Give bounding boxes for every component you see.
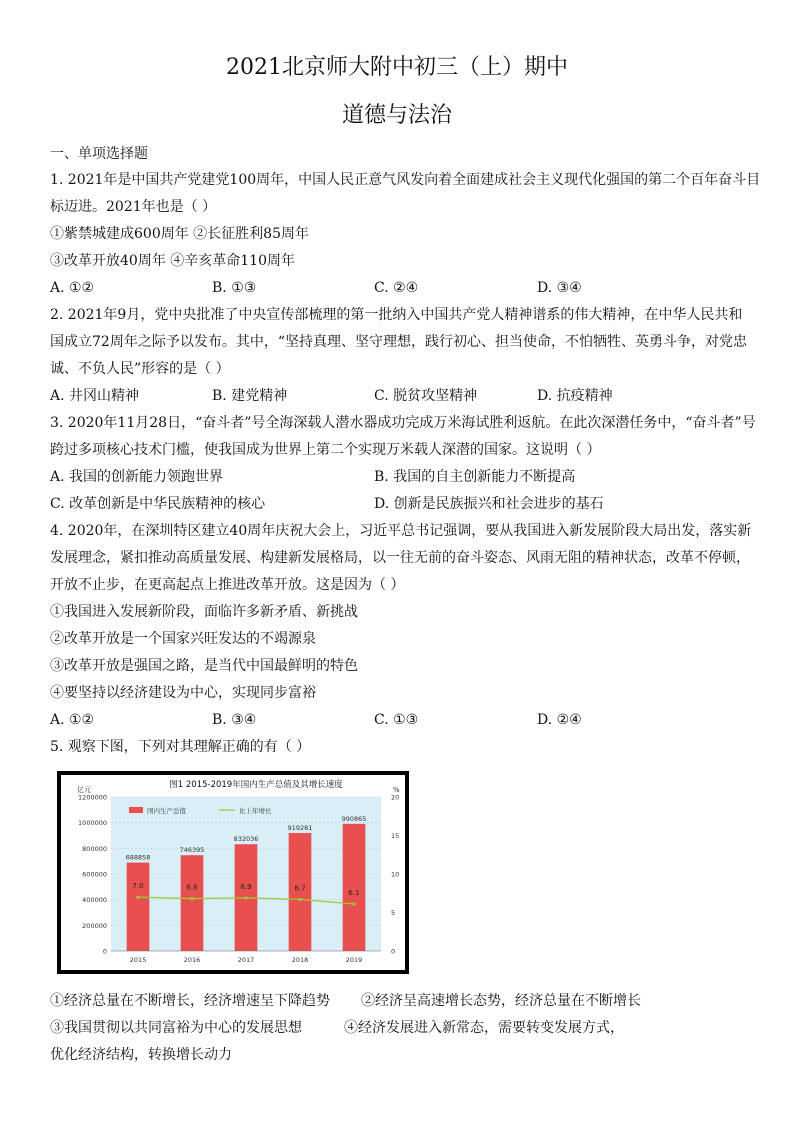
exam-subject: 道德与法治	[341, 103, 452, 128]
legend-label-gdp: 国内生产总值	[147, 807, 186, 815]
legend-swatch-gdp	[129, 807, 143, 813]
left-tick-label: 400000	[82, 896, 107, 905]
growth-data-label: 6.7	[294, 884, 306, 893]
q1-stem-line1: 1. 2021年是中国共产党建党100周年，中国人民正意气风发向着全面建成社会主义现代化强国的第二个百年奋斗目	[50, 172, 761, 188]
q5-item-1: ①经济总量在不断增长，经济增速呈下降趋势	[50, 993, 330, 1009]
growth-point	[244, 896, 247, 899]
right-tick-label: 10	[391, 870, 400, 879]
bar-gdp	[181, 855, 204, 951]
bar-data-label: 688858	[125, 853, 151, 862]
q4-item-3: ③改革开放是强国之路，是当代中国最鲜明的特色	[50, 658, 358, 674]
growth-point	[298, 898, 301, 901]
q2-option-b[interactable]: B. 建党精神	[212, 388, 288, 404]
left-tick-label: 1000000	[78, 819, 107, 828]
q4-item-4: ④要坚持以经济建设为中心，实现同步富裕	[50, 685, 316, 701]
growth-data-label: 7.0	[132, 882, 144, 891]
right-tick-label: 20	[391, 793, 400, 802]
q2-stem-line2: 国成立72周年之际予以发布。其中，“坚持真理、坚守理想，践行初心、担当使命，不怕牺牲、英勇斗争，对党忠	[50, 334, 747, 350]
q4-stem-line3: 开放不止步，在更高起点上推进改革开放。这是因为（ ）	[50, 577, 405, 593]
left-tick-label: 0	[102, 947, 107, 956]
q1-stem-line2: 标迈进。2021年也是（ ）	[50, 199, 217, 215]
q1-item-2: ③改革开放40周年 ④辛亥革命110周年	[50, 253, 295, 269]
x-tick-label: 2018	[291, 956, 309, 964]
x-tick-label: 2017	[237, 956, 255, 964]
q1-option-d[interactable]: D. ③④	[537, 280, 582, 296]
q5-item-4-continued: 优化经济结构，转换增长动力	[50, 1047, 232, 1063]
x-tick-label: 2019	[345, 956, 363, 964]
q3-option-c[interactable]: C. 改革创新是中华民族精神的核心	[50, 496, 266, 512]
q3-option-a[interactable]: A. 我国的创新能力领跑世界	[50, 469, 224, 485]
left-tick-label: 800000	[82, 844, 107, 853]
growth-point	[190, 897, 193, 900]
q4-stem-line1: 4. 2020年，在深圳特区建立40周年庆祝大会上，习近平总书记强调，要从我国进入新发展阶段大局出发，落实新	[50, 523, 752, 539]
right-tick-label: 0	[391, 947, 396, 956]
left-tick-label: 600000	[82, 870, 107, 879]
x-tick-label: 2015	[129, 956, 147, 964]
bar-data-label: 990865	[341, 814, 367, 823]
q1-option-a[interactable]: A. ①②	[50, 280, 95, 296]
growth-data-label: 6.8	[186, 883, 198, 892]
q4-option-d[interactable]: D. ②④	[537, 712, 582, 728]
bar-gdp	[343, 824, 366, 951]
q5-stem: 5. 观察下图，下列对其理解正确的有（ ）	[50, 739, 311, 755]
growth-data-label: 6.1	[348, 889, 360, 898]
q4-item-2: ②改革开放是一个国家兴旺发达的不竭源泉	[50, 631, 316, 647]
q1-option-c[interactable]: C. ②④	[374, 280, 419, 296]
q1-item-1: ①紫禁城建成600周年 ②长征胜利85周年	[50, 226, 309, 242]
chart-title: 图1 2015-2019年国内生产总值及其增长速度	[169, 780, 343, 790]
x-tick-label: 2016	[183, 956, 201, 964]
q3-stem-line2: 跨过多项核心技术门槛，使我国成为世界上第二个实现万米载人深潜的国家。这说明（ ）	[50, 442, 601, 458]
q2-option-d[interactable]: D. 抗疫精神	[537, 388, 613, 404]
q4-stem-line2: 发展理念，紧扣推动高质量发展、构建新发展格局，以一往无前的奋斗姿态、风雨无阻的精神状态，改革不停顿，	[50, 550, 750, 566]
q4-option-a[interactable]: A. ①②	[50, 712, 95, 728]
q4-item-1: ①我国进入发展新阶段，面临许多新矛盾、新挑战	[50, 604, 358, 620]
right-axis-unit: %	[393, 786, 400, 794]
q2-option-c[interactable]: C. 脱贫攻坚精神	[374, 388, 478, 404]
right-tick-label: 5	[391, 909, 396, 917]
q4-option-b[interactable]: B. ③④	[212, 712, 257, 728]
q2-stem-line1: 2. 2021年9月，党中央批准了中央宣传部梳理的第一批纳入中国共产党人精神谱系的伟大精神，在中华人民共和	[50, 307, 743, 323]
right-tick-label: 15	[391, 832, 400, 840]
growth-point	[352, 902, 355, 905]
q2-option-a[interactable]: A. 井冈山精神	[50, 388, 140, 404]
legend-label-growth: 比上年增长	[239, 807, 272, 815]
gdp-chart-frame	[57, 771, 409, 974]
bar-gdp	[127, 863, 150, 951]
q3-option-d[interactable]: D. 创新是民族振兴和社会进步的基石	[374, 496, 604, 512]
left-tick-label: 200000	[82, 921, 107, 930]
q2-stem-line3: 诚、不负人民”形容的是（ ）	[50, 361, 230, 377]
bar-data-label: 746395	[179, 846, 205, 855]
growth-point	[136, 896, 139, 899]
left-tick-label: 1200000	[78, 793, 107, 802]
q3-option-b[interactable]: B. 我国的自主创新能力不断提高	[374, 469, 576, 485]
q5-item-2: ②经济呈高速增长态势，经济总量在不断增长	[361, 993, 641, 1009]
q1-option-b[interactable]: B. ①③	[212, 280, 257, 296]
growth-data-label: 6.9	[240, 882, 252, 891]
gdp-chart-area	[61, 775, 405, 970]
q5-item-4: ④经济发展进入新常态，需要转变发展方式，	[344, 1020, 624, 1036]
section-heading: 一、单项选择题	[50, 146, 148, 162]
gdp-chart	[61, 775, 405, 970]
bar-data-label: 832036	[233, 835, 259, 844]
left-axis-unit: 亿元	[77, 786, 91, 794]
bar-data-label: 919281	[287, 824, 313, 833]
q4-option-c[interactable]: C. ①③	[374, 712, 419, 728]
exam-title: 2021北京师大附中初三（上）期中	[226, 55, 568, 80]
q5-item-3: ③我国贯彻以共同富裕为中心的发展思想	[50, 1020, 302, 1036]
q3-stem-line1: 3. 2020年11月28日，“奋斗者”号全海深载人潜水器成功完成万米海试胜利返航。在此次深潜任务中，“奋斗者”号	[50, 415, 756, 431]
